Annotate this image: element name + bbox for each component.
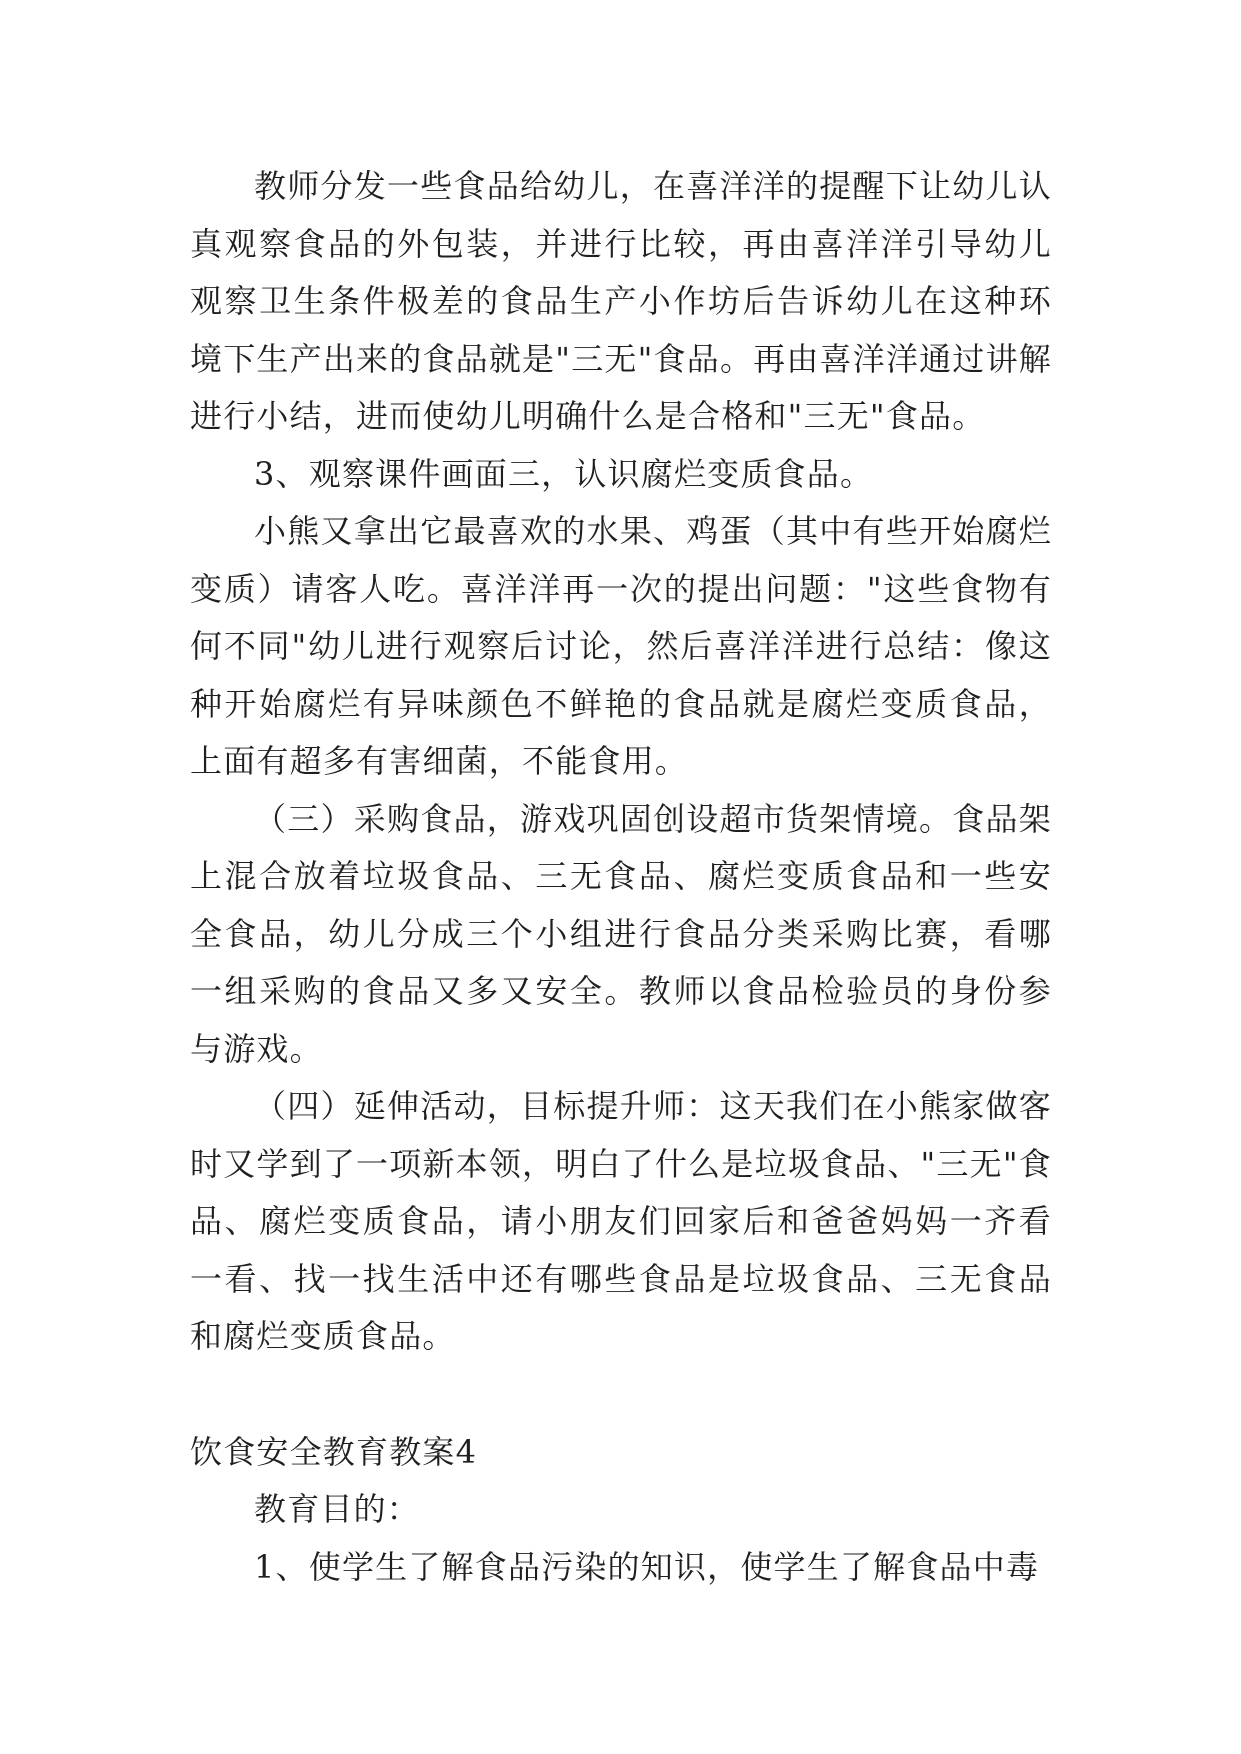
paragraph-observe-screen-three: 3、观察课件画面三，认识腐烂变质食品。 bbox=[254, 454, 874, 493]
paragraph-purchase-game: （三）采购食品，游戏巩固创设超市货架情境。食品架上混合放着垃圾食品、三无食品、腐烂变质食品和一些安全食品，幼儿分成三个小组进行食品分类采购比赛，看哪一组采购的食品又多又安全。教师以食品检验员的身份参与游戏。 bbox=[190, 799, 1052, 1068]
paragraph-extension-activity: （四）延伸活动，目标提升师：这天我们在小熊家做客时又学到了一项新本领，明白了什么是垃圾食品、"三无"食品、腐烂变质食品，请小朋友们回家后和爸爸妈妈一齐看一看、找一找生活中还有哪些食品是垃圾食品、三无食品和腐烂变质食品。 bbox=[190, 1087, 1052, 1355]
paragraph-education-goal-label: 教育目的： bbox=[254, 1490, 421, 1528]
paragraph-goal-one: 1、使学生了解食品污染的知识，使学生了解食品中毒 bbox=[254, 1547, 1040, 1586]
paragraph-teacher-distribute: 教师分发一些食品给幼儿，在喜洋洋的提醒下让幼儿认真观察食品的外包装，并进行比较，再由喜洋洋引导幼儿观察卫生条件极差的食品生产小作坊后告诉幼儿在这种环境下生产出来的食品就是"三无"食品。再由喜洋洋通过讲解进行小结，进而使幼儿明确什么是合格和"三无"食品。 bbox=[190, 167, 1052, 435]
document-page bbox=[190, 158, 1052, 1596]
paragraph-bear-fruit-eggs: 小熊又拿出它最喜欢的水果、鸡蛋（其中有些开始腐烂变质）请客人吃。喜洋洋再一次的提出问题："这些食物有何不同"幼儿进行观察后讨论，然后喜洋洋进行总结：像这种开始腐烂有异味颜色不鲜艳的食品就是腐烂变质食品，上面有超多有害细菌，不能食用。 bbox=[190, 512, 1052, 780]
section-title: 饮食安全教育教案4 bbox=[190, 1432, 478, 1471]
